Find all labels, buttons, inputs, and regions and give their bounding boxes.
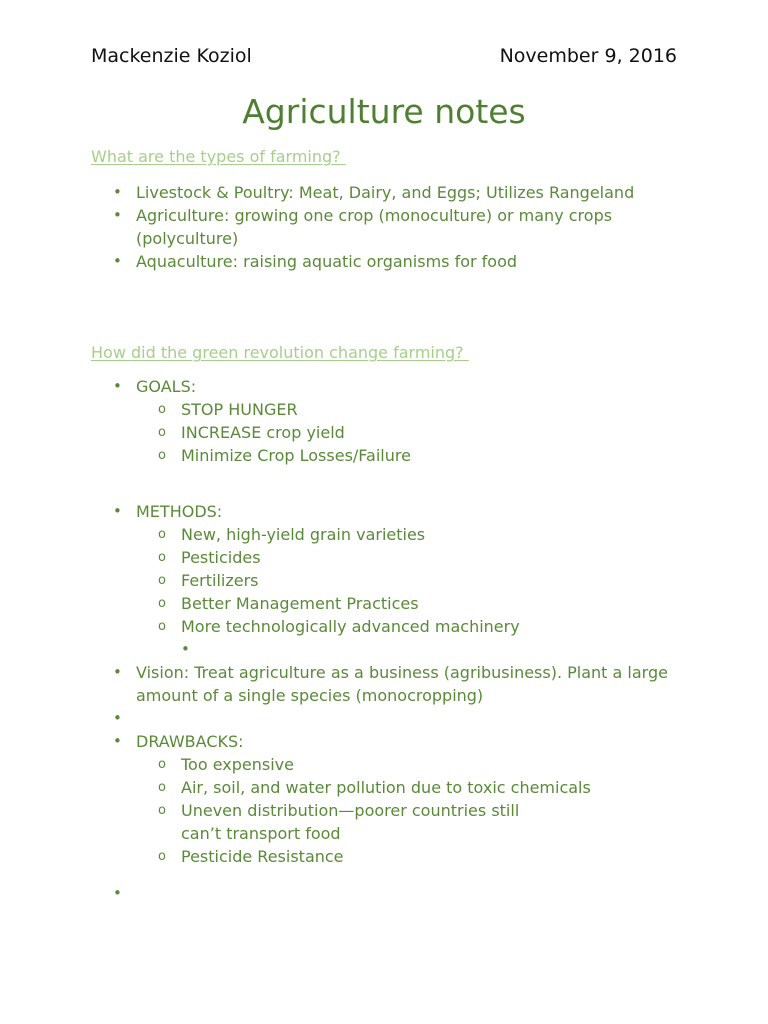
method-item [91,546,691,569]
farming-types-list [91,181,691,273]
drawbacks-heading [91,730,691,753]
section-question-farming-types: What are the types of farming? [91,147,346,166]
document-date: November 9, 2016 [499,45,677,67]
method-text: Better Management Practices [181,594,419,613]
empty-list-item [91,707,691,730]
sub-bullet-icon: o [158,803,166,818]
method-item [91,615,691,638]
drawbacks-label: DRAWBACKS: [136,732,244,751]
sub-bullet-icon: o [158,448,166,463]
goal-text: INCREASE crop yield [181,423,345,442]
methods-heading [91,500,691,523]
empty-list-item [91,882,691,905]
method-item [91,523,691,546]
sub-bullet-icon: o [158,402,166,417]
drawback-item [91,799,691,845]
method-text: New, high-yield grain varieties [181,525,426,544]
list-item [91,250,691,273]
sub-bullet-icon: o [158,573,166,588]
drawback-text: Uneven distribution—poorer countries still can’t transport food [181,801,520,843]
empty-list-item [91,638,691,661]
author-name: Mackenzie Koziol [91,45,252,67]
bullet-icon: • [113,884,122,902]
drawback-item [91,776,691,799]
bullet-icon: • [113,502,122,520]
goals-heading [91,375,691,398]
sub-bullet-icon: o [158,596,166,611]
sub-bullet-icon: o [158,619,166,634]
bullet-icon: • [113,709,122,727]
goal-item [91,444,691,467]
bullet-icon: • [113,252,122,270]
vision-text: Vision: Treat agriculture as a business (agribusiness). Plant a large amount of a single species (monocropping) [136,663,668,705]
list-item [91,204,691,250]
goals-label: GOALS: [136,377,197,396]
list-item-text: Agriculture: growing one crop (monoculture) or many crops (polyculture) [136,206,613,248]
list-item [91,181,691,204]
method-text: More technologically advanced machinery [181,617,520,636]
bullet-icon: • [113,377,122,395]
green-revolution-list [91,375,691,905]
bullet-icon: • [113,732,122,750]
sub-bullet-icon: o [158,780,166,795]
goal-item [91,398,691,421]
method-text: Fertilizers [181,571,259,590]
methods-label: METHODS: [136,502,223,521]
bullet-icon: • [113,663,122,681]
list-item-text: Aquaculture: raising aquatic organisms for food [136,252,518,271]
sub-bullet-icon: o [158,849,166,864]
sub-bullet-icon: o [158,425,166,440]
drawback-item [91,753,691,776]
method-item [91,569,691,592]
drawback-text: Air, soil, and water pollution due to toxic chemicals [181,778,591,797]
method-item [91,592,691,615]
page-title: Agriculture notes [242,92,526,131]
drawback-item [91,845,691,868]
method-text: Pesticides [181,548,261,567]
sub-bullet-icon: o [158,527,166,542]
sub-bullet-icon: o [158,757,166,772]
goal-item [91,421,691,444]
sub-bullet-icon: o [158,550,166,565]
bullet-icon: • [113,183,122,201]
vision-item [91,661,691,707]
bullet-icon: • [181,640,190,658]
bullet-icon: • [113,206,122,224]
section-question-green-revolution: How did the green revolution change farming? [91,343,469,362]
drawback-text: Too expensive [181,755,294,774]
goal-text: STOP HUNGER [181,400,298,419]
goal-text: Minimize Crop Losses/Failure [181,446,411,465]
drawback-text: Pesticide Resistance [181,847,344,866]
list-item-text: Livestock & Poultry: Meat, Dairy, and Eggs; Utilizes Rangeland [136,183,635,202]
